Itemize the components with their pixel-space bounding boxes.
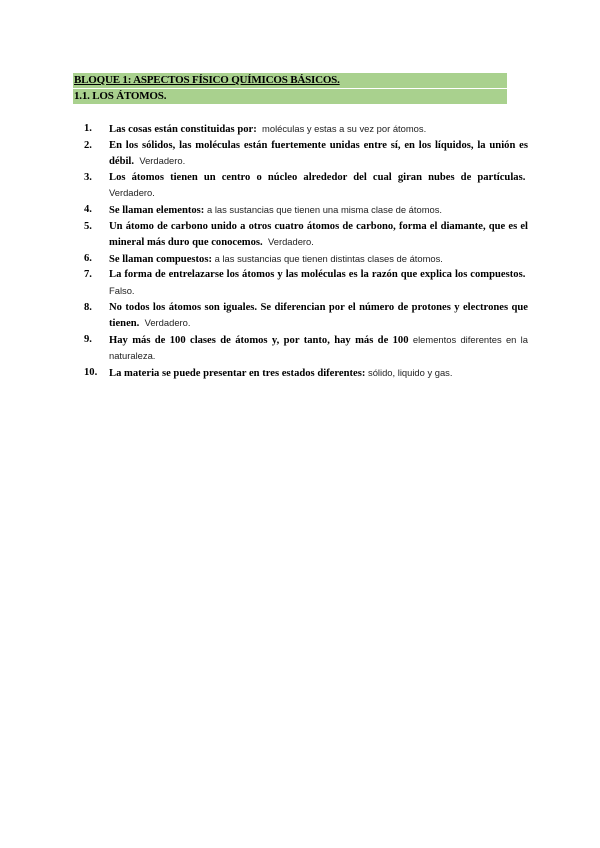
item-number: 3. — [84, 171, 92, 183]
statement-list — [84, 121, 528, 382]
item-answer: a las sustancias que tienen distintas clases de átomos. — [214, 252, 443, 264]
item-number: 4. — [84, 203, 92, 215]
list-item — [84, 121, 528, 138]
item-statement: La forma de entrelazarse los átomos y las moléculas es la razón que explica los compuestos. — [109, 269, 526, 281]
list-item — [84, 202, 528, 219]
list-item — [84, 332, 528, 365]
list-item — [84, 300, 528, 332]
item-number: 6. — [84, 252, 92, 264]
item-statement: Se llaman elementos: — [109, 204, 205, 216]
item-statement: No todos los átomos son iguales. Se diferencian por el número de protones y electrones que tienen. — [109, 301, 528, 330]
item-statement: Los átomos tienen un centro o núcleo alrededor del cual giran nubes de partículas. — [109, 171, 526, 183]
item-number: 8. — [84, 301, 92, 313]
item-number: 1. — [84, 123, 92, 134]
item-number: 5. — [84, 220, 92, 232]
list-item — [84, 219, 528, 251]
item-answer: Verdadero. — [139, 155, 186, 167]
item-answer: elementos diferentes en la naturaleza. — [109, 333, 528, 362]
item-answer: Verdadero. — [268, 236, 314, 248]
block-title: BLOQUE 1: ASPECTOS FÍSICO QUÍMICOS BÁSICOS. — [73, 73, 507, 88]
list-item — [84, 138, 528, 170]
item-answer: Falso. — [109, 284, 135, 296]
item-answer: moléculas y estas a su vez por átomos. — [262, 123, 427, 134]
item-answer: sólido, liquido y gas. — [368, 366, 453, 378]
list-item — [84, 267, 528, 299]
item-number: 9. — [84, 333, 92, 345]
item-answer: Verdadero. — [109, 187, 155, 199]
item-answer: Verdadero. — [144, 317, 191, 329]
item-statement: Las cosas están constituidas por: — [109, 124, 257, 135]
item-statement: Se llaman compuestos: — [109, 253, 212, 265]
item-statement: Hay más de 100 clases de átomos y, por tanto, hay más de 100 — [109, 334, 409, 346]
list-item — [84, 365, 528, 382]
list-item — [84, 251, 528, 268]
list-item — [84, 170, 528, 202]
item-number: 7. — [84, 269, 92, 281]
item-statement: Un átomo de carbono unido a otros cuatro átomos de carbono, forma el diamante, que es el mineral más duro que conocemos. — [109, 220, 528, 249]
section-title: 1.1. LOS ÁTOMOS. — [73, 89, 507, 104]
item-statement: La materia se puede presentar en tres estados diferentes: — [109, 367, 366, 379]
item-number: 10. — [84, 366, 98, 378]
item-answer: a las sustancias que tienen una misma clase de átomos. — [207, 203, 443, 215]
item-statement: En los sólidos, las moléculas están fuertemente unidas entre sí, en los líquidos, la unión es débil. — [109, 139, 528, 168]
item-number: 2. — [84, 139, 92, 151]
